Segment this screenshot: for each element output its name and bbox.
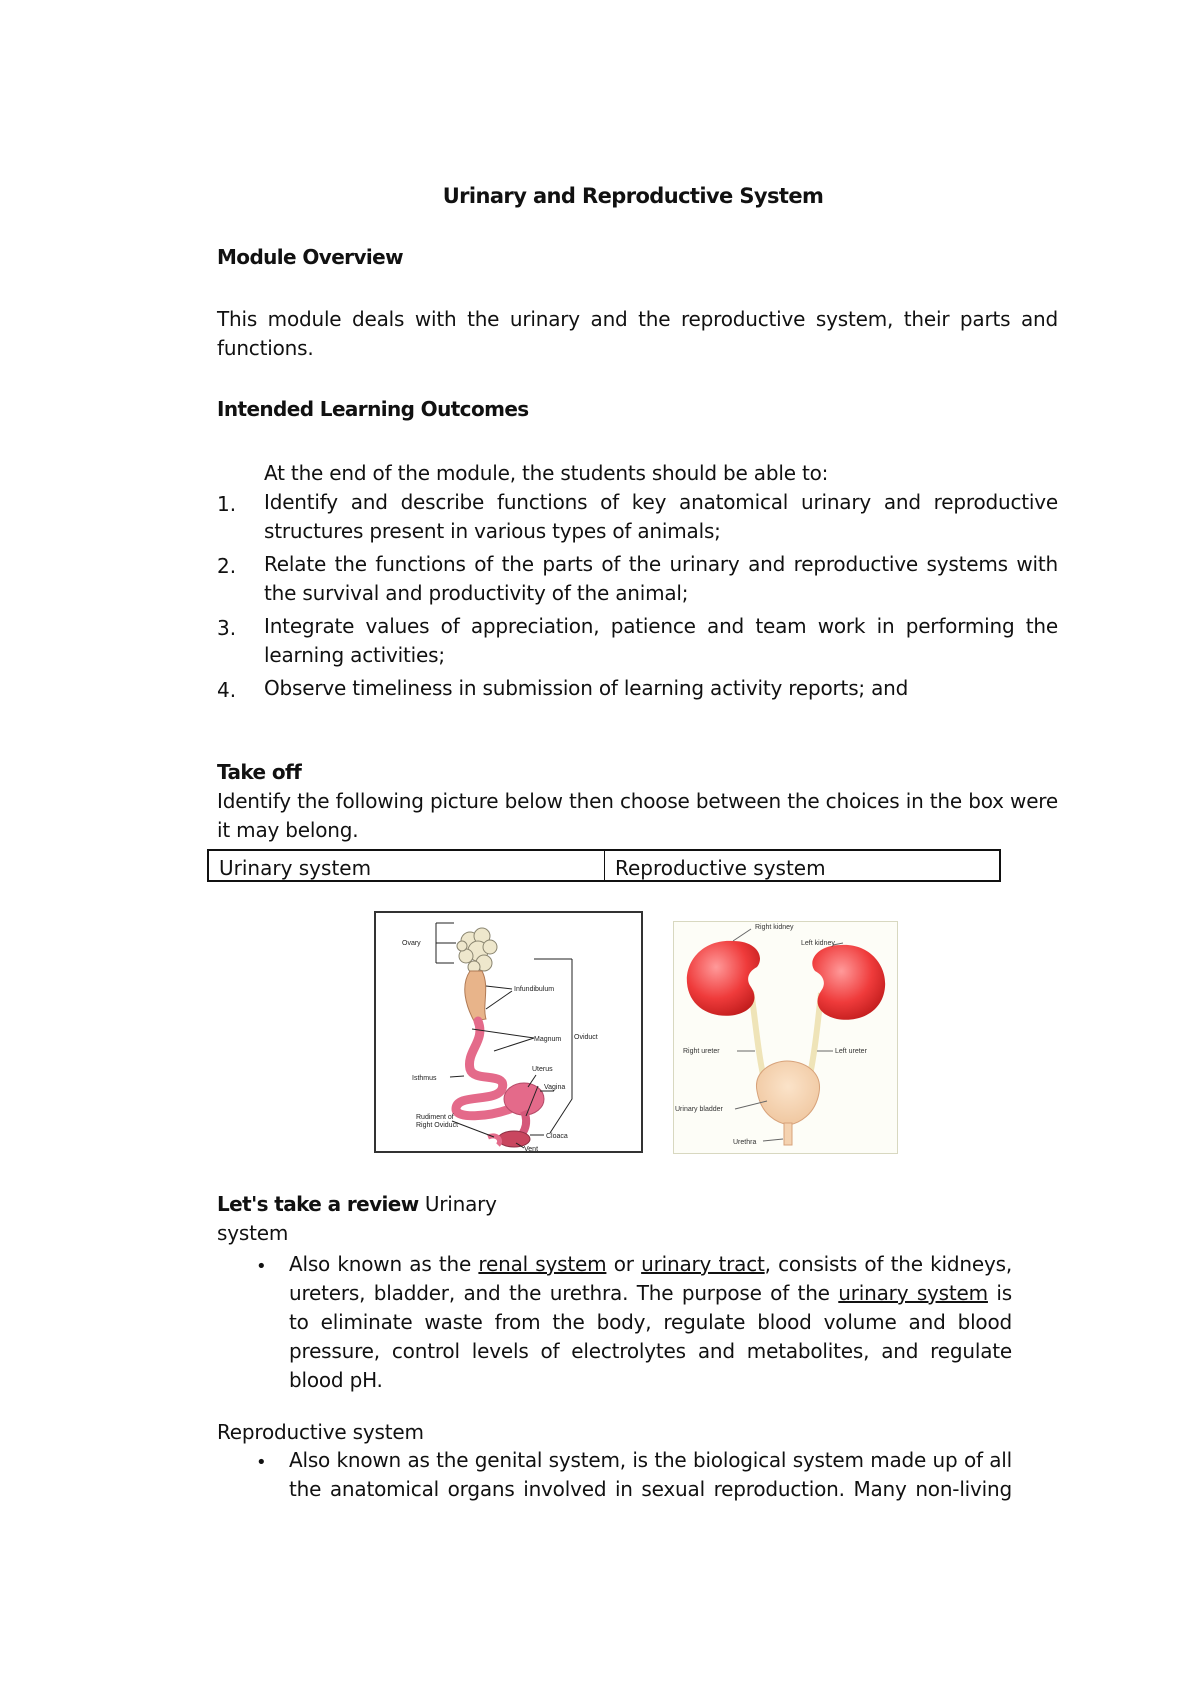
link-urinary-tract[interactable]: urinary tract: [641, 1252, 765, 1276]
urinary-diagram: [673, 921, 898, 1154]
urinary-text-part: , consists of the kidneys, ureters, bladder, and the urethra. The purpose of the: [289, 1252, 1012, 1305]
label-isthmus: Isthmus: [412, 1075, 437, 1082]
label-cloaca: Cloaca: [546, 1133, 568, 1140]
take-off-heading: Take off: [217, 760, 302, 784]
urinary-title-line2: system: [217, 1221, 289, 1245]
module-overview-text: This module deals with the urinary and the reproductive system, their parts and functions.: [217, 307, 1058, 360]
label-right-ureter: Right ureter: [683, 1048, 720, 1055]
label-left-kidney: Left kidney: [801, 940, 835, 947]
reproductive-title: Reproductive system: [217, 1420, 424, 1444]
urinary-title-line1: Urinary: [424, 1192, 497, 1216]
choice-urinary-system: Urinary system: [209, 851, 605, 880]
urinary-text-part: is to eliminate waste from the body, regulate blood volume and blood pressure, control levels of electrolytes and metabolites, and regulate blood pH.: [289, 1281, 1013, 1392]
label-rudiment-line2: Right Oviduct: [416, 1122, 459, 1129]
label-infundibulum: Infundibulum: [514, 986, 555, 993]
label-left-ureter: Left ureter: [835, 1048, 867, 1055]
list-item: Integrate values of appreciation, patience and team work in performing the learning activities;: [264, 614, 1058, 667]
label-urethra: Urethra: [733, 1139, 757, 1146]
list-item: Identify and describe functions of key anatomical urinary and reproductive structures present in various types of animals;: [264, 490, 1058, 543]
urinary-bullet-text: [289, 1250, 1012, 1395]
figure-reproductive-tract: [374, 911, 643, 1153]
list-item: Observe timeliness in submission of learning activity reports; and: [264, 676, 909, 700]
review-heading: Let's take a review: [217, 1192, 419, 1216]
list-item-number: 2.: [217, 554, 237, 578]
label-urinary-bladder: Urinary bladder: [675, 1106, 723, 1113]
choice-table: [207, 849, 1001, 882]
ilo-intro: At the end of the module, the students should be able to:: [264, 461, 829, 485]
bullet-icon: •: [256, 1256, 267, 1277]
label-uterus: Uterus: [532, 1066, 553, 1073]
figure-urinary-system: [673, 921, 898, 1154]
label-magnum: Magnum: [534, 1036, 562, 1043]
page-title: Urinary and Reproductive System: [442, 184, 824, 208]
label-ovary: Ovary: [402, 940, 421, 947]
link-renal-system[interactable]: renal system: [478, 1252, 607, 1276]
label-rudiment-line1: Rudiment of: [416, 1114, 454, 1121]
urinary-text-part: Also known as the: [289, 1252, 479, 1276]
module-overview-heading: Module Overview: [217, 245, 403, 269]
ilo-heading: Intended Learning Outcomes: [217, 397, 529, 421]
label-vent: Vent: [524, 1146, 539, 1153]
list-item-number: 1.: [217, 492, 237, 516]
reproductive-diagram: [374, 911, 643, 1153]
reproductive-bullet-text: Also known as the genital system, is the biological system made up of all the anatomical organs involved in sexual reproduction. Many non-living: [289, 1448, 1012, 1501]
label-vagina: Vagina: [544, 1084, 566, 1091]
link-urinary-system[interactable]: urinary system: [838, 1281, 988, 1305]
list-item: Relate the functions of the parts of the urinary and reproductive systems with the survival and productivity of the animal;: [264, 552, 1058, 605]
urinary-text-part: or: [606, 1252, 642, 1276]
take-off-instruction: Identify the following picture below then choose between the choices in the box were it may belong.: [217, 789, 1058, 842]
choice-reproductive-system: Reproductive system: [615, 856, 826, 880]
review-heading-block: [217, 1190, 517, 1248]
label-oviduct: Oviduct: [574, 1034, 598, 1041]
bullet-icon: •: [256, 1452, 267, 1473]
list-item-number: 3.: [217, 616, 237, 640]
list-item-number: 4.: [217, 678, 237, 702]
label-right-kidney: Right kidney: [755, 924, 794, 931]
